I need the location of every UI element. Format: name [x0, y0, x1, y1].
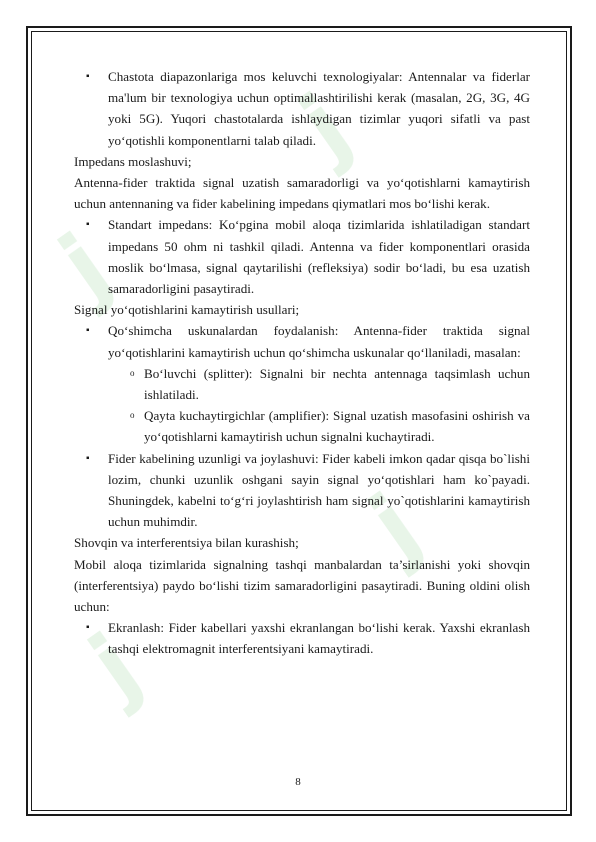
section-heading: Signal yo‘qotishlarini kamaytirish usullari; [74, 302, 300, 318]
section-heading: Impedans moslashuvi; [74, 153, 192, 169]
list-item: ▪ Fider kabelining uzunligi va joylashuvi: Fider kabeli imkon qadar qisqa bo`lishi lozim, chunki uzunlik oshgani sayin signal yo‘qotishlari ham ko`payadi. Shuningdek, kabelni to‘g‘ri joylashtirish ham signal yo`qotishlarini kamaytirish uchun muhimdir. [74, 448, 530, 533]
bullet-list-loss [74, 320, 530, 532]
list-item: ▪ Standart impedans: Ko‘pgina mobil aloqa tizimlarida ishlatiladigan standart impedans 50 ohm ni tashkil qiladi. Antenna va fider komponentlari orasida moslik bo‘lmasa, signal qaytarilishi (refleksiya) sodir bo‘ladi, bu esa uzatish samaradorligini pasaytiradi. [74, 214, 530, 299]
list-item: ▪ Ekranlash: Fider kabellari yaxshi ekranlangan bo‘lishi kerak. Yaxshi ekranlash tashqi elektromagnit interferentsiyani kamaytiradi. [74, 617, 530, 659]
svg-text:j: j [352, 474, 438, 579]
paragraph: Mobil aloqa tizimlarida signalning tashqi manbalardan ta’sirlanishi yoki shovqin (interferentsiya) paydo bo‘lishi tizim samaradorligini pasaytiradi. Buning oldini olish uchun: [74, 556, 530, 615]
sub-list-item: o Qayta kuchaytirgichlar (amplifier): Signal uzatish masofasini oshirish va yo‘qotishlarni kamaytirish uchun signalni kuchaytiradi. [74, 405, 530, 447]
svg-text:j: j [42, 214, 128, 319]
page-number: 8 [295, 776, 301, 788]
list-item: ▪ Chastota diapazonlariga mos keluvchi texnologiyalar: Antennalar va fiderlar ma'lum bir texnologiya uchun optimallashtirilishi kerak (masalan, 2G, 3G, 4G yoki 5G). Yuqori chastotalarda ishlaydigan tizimlar yuqori sifatli va past yo‘qotishli komponentlarni talab qiladi. [74, 66, 530, 151]
list-item: ▪ Qo‘shimcha uskunalardan foydalanish: Antenna-fider traktida signal yo‘qotishlarini kamaytirish uchun qo‘shimcha uskunalar qo‘llaniladi, masalan: [74, 320, 530, 362]
bullet-list-impedance [74, 214, 530, 299]
svg-text:j: j [72, 614, 158, 719]
sub-list-item: o Bo‘luvchi (splitter): Signalni bir nechta antennaga taqsimlash uchun ishlatiladi. [74, 363, 530, 405]
bullet-list-noise [74, 617, 530, 659]
svg-text:j: j [282, 74, 368, 179]
paragraph: Antenna-fider traktida signal uzatish samaradorligi va yo‘qotishlarni kamaytirish uchun antennaning va fider kabelining impedans qiymatlari mos bo‘lishi kerak. [74, 175, 530, 212]
bullet-list-top [74, 66, 530, 151]
document-body [74, 66, 530, 660]
section-heading: Shovqin va interferentsiya bilan kurashish; [74, 535, 299, 551]
